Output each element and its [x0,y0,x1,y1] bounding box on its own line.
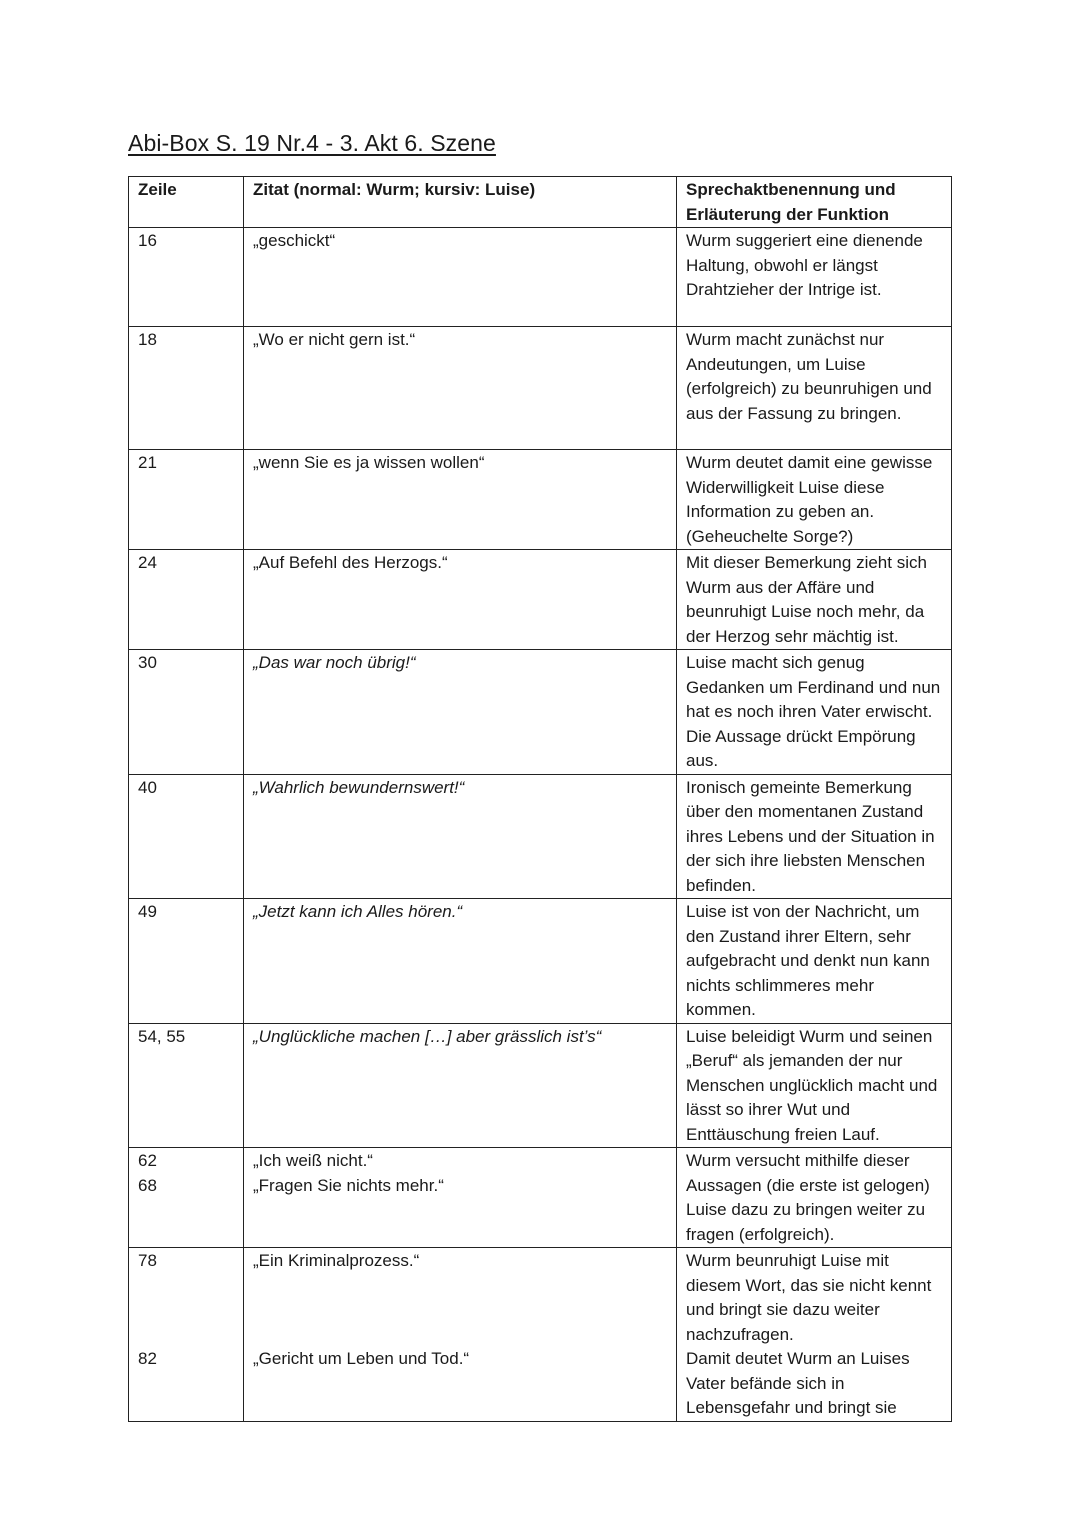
function-cell: Ironisch gemeinte Bemerkung über den momentanen Zustand ihres Lebens und der Situation in der sich ihre liebsten Menschen befinden. [677,774,952,899]
table-row [129,1148,952,1248]
table-row [129,450,952,550]
quote-text: „Ich weiß nicht.“ [253,1151,373,1170]
function-cell: Wurm suggeriert eine dienende Haltung, obwohl er längst Drahtzieher der Intrige ist. [677,228,952,327]
table-header-row [129,177,952,228]
line-cell: 30 [129,650,244,775]
quote-cell: „Jetzt kann ich Alles hören.“ [244,899,677,1024]
table-row [129,774,952,899]
header-quote: Zitat (normal: Wurm; kursiv: Luise) [244,177,677,228]
line-cell: 40 [129,774,244,899]
line-cell [129,1248,244,1422]
function-cell: Luise macht sich genug Gedanken um Ferdinand und nun hat es noch ihren Vater erwischt. Die Aussage drückt Empörung aus. [677,650,952,775]
function-cell: Wurm deutet damit eine gewisse Widerwilligkeit Luise diese Information zu geben an. (Geheuchelte Sorge?) [677,450,952,550]
quote-cell: „Auf Befehl des Herzogs.“ [244,550,677,650]
table-row [129,650,952,775]
quote-cell: „Wahrlich bewundernswert!“ [244,774,677,899]
header-function: Sprechaktbenennung und Erläuterung der Funktion [677,177,952,228]
quote-cell [244,1148,677,1248]
line-cell: 49 [129,899,244,1024]
header-line: Zeile [129,177,244,228]
table-row [129,327,952,450]
function-cell: Luise ist von der Nachricht, um den Zustand ihrer Eltern, sehr aufgebracht und denkt nun kann nichts schlimmeres mehr kommen. [677,899,952,1024]
quotes-table [128,176,952,1422]
function-cell: Wurm macht zunächst nur Andeutungen, um Luise (erfolgreich) zu beunruhigen und aus der Fassung zu bringen. [677,327,952,450]
quote-cell [244,1248,677,1422]
line-number: 68 [138,1175,157,1195]
function-text: Damit deutet Wurm an Luises Vater befände sich in Lebensgefahr und bringt sie [686,1349,910,1417]
quote-cell: „geschickt“ [244,228,677,327]
line-cell: 24 [129,550,244,650]
quote-cell: „Das war noch übrig!“ [244,650,677,775]
quote-cell: „Wo er nicht gern ist.“ [244,327,677,450]
quote-text: „Fragen Sie nichts mehr.“ [253,1175,444,1195]
line-cell: 18 [129,327,244,450]
line-cell: 16 [129,228,244,327]
document-title: Abi-Box S. 19 Nr.4 - 3. Akt 6. Szene [128,130,496,156]
table-row [129,1248,952,1422]
table-row [129,228,952,327]
function-cell: Wurm versucht mithilfe dieser Aussagen (die erste ist gelogen) Luise dazu zu bringen weiter zu fragen (erfolgreich). [677,1148,952,1248]
function-cell: Mit dieser Bemerkung zieht sich Wurm aus der Affäre und beunruhigt Luise noch mehr, da der Herzog sehr mächtig ist. [677,550,952,650]
quote-cell: „Unglückliche machen […] aber grässlich ist’s“ [244,1023,677,1148]
quote-text: „Ein Kriminalprozess.“ [253,1251,420,1270]
line-number: 62 [138,1151,157,1170]
line-cell [129,1148,244,1248]
function-cell: Luise beleidigt Wurm und seinen „Beruf“ als jemanden der nur Menschen unglücklich macht und lässt so ihrer Wut und Enttäuschung freien Lauf. [677,1023,952,1148]
table-row [129,899,952,1024]
quote-text: „Gericht um Leben und Tod.“ [253,1349,470,1368]
table-row [129,1023,952,1148]
line-cell: 54, 55 [129,1023,244,1148]
line-number: 82 [138,1349,157,1368]
function-text: Wurm beunruhigt Luise mit diesem Wort, das sie nicht kennt und bringt sie dazu weiter nachzufragen. [686,1251,932,1344]
line-number: 78 [138,1251,157,1270]
function-cell [677,1248,952,1422]
quote-cell: „wenn Sie es ja wissen wollen“ [244,450,677,550]
line-cell: 21 [129,450,244,550]
table-row [129,550,952,650]
